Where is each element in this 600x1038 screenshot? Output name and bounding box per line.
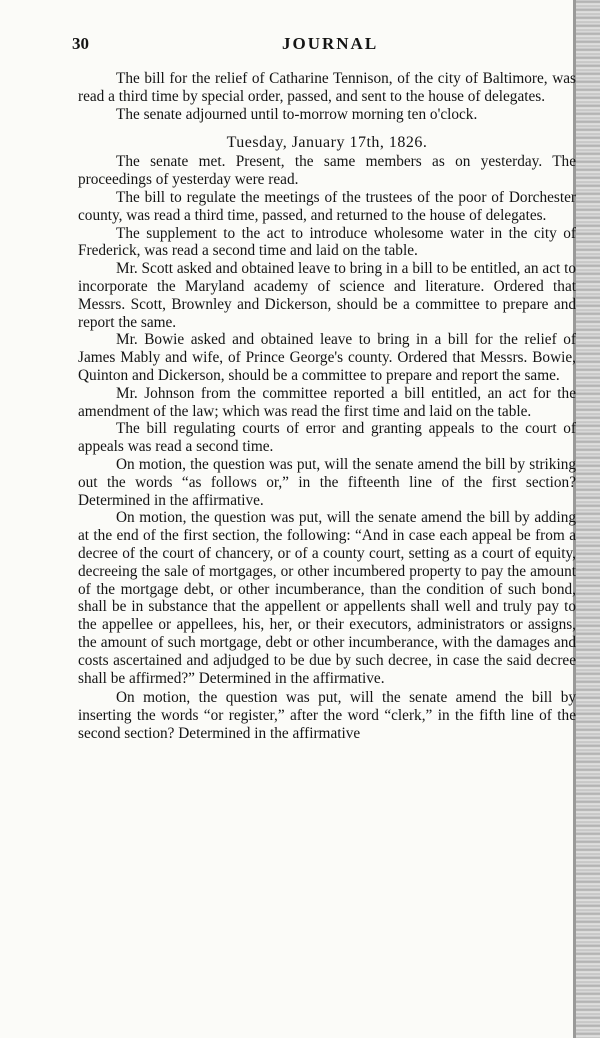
paragraph-bowie-mably-bill: Mr. Bowie asked and obtained leave to bring in a bill for the relief of James Mably and wife, of Prince George's county. Ordered that Messrs. Bowie, Quinton and Dickerson, should be a committee to prepare and report the same. — [78, 331, 576, 384]
date-heading: Tuesday, January 17th, 1826. — [226, 134, 428, 152]
paragraph-senate-adjourned: The senate adjourned until to-morrow morning ten o'clock. — [116, 105, 478, 123]
paragraph-frederick-water-supplement: The supplement to the act to introduce wholesome water in the city of Frederick, was read a second time and laid on the table. — [78, 224, 576, 260]
running-head: JOURNAL — [282, 34, 379, 53]
paragraph-dorchester-trustees-bill: The bill to regulate the meetings of the trustees of the poor of Dorchester county, was read a third time, passed, and returned to the house of delegates. — [78, 188, 576, 224]
book-gutter-shadow — [576, 0, 600, 1038]
page-header — [72, 34, 572, 58]
paragraph-catharine-tennison-bill: The bill for the relief of Catharine Tennison, of the city of Baltimore, was read a third time by special order, passed, and sent to the house of delegates. — [78, 70, 576, 105]
paragraph-courts-of-error-bill: The bill regulating courts of error and granting appeals to the court of appeals was read a second time. — [78, 420, 576, 456]
page-number: 30 — [72, 34, 89, 53]
paragraph-senate-met: The senate met. Present, the same members as on yesterday. The proceedings of yesterday were read. — [78, 153, 576, 189]
paragraph-johnson-law-amendment: Mr. Johnson from the committee reported a bill entitled, an act for the amendment of the law; which was read the first time and laid on the table. — [78, 384, 576, 420]
paragraph-motion-add-appeal-clause: On motion, the question was put, will the senate amend the bill by adding at the end of the first section, the following: “And in case each appeal be from a decree of the court of chancery, or of a county court, setting as a court of equity, decreeing the sale of mortgages, or other incumbered property to pay the amount of the mortgage debt, or other incumberance, than the condition of such bond, shall be in substance that the appellent or appellents shall well and truly pay to the appellee or appellees, his, her, or their executors, administrators or assigns, the amount of such mortgage, debt or other incumberance, with the damages and costs ascertained and adjudged to be due by such decree, in case the said decree shall be affirmed?” Determined in the affirmative. — [78, 509, 576, 687]
journal-body — [78, 70, 576, 743]
paragraph-scott-academy-bill: Mr. Scott asked and obtained leave to bring in a bill to be entitled, an act to incorporate the Maryland academy of science and literature. Ordered that Messrs. Scott, Brownley and Dickerson, should be a committee to prepare and report the same. — [78, 260, 576, 331]
paragraph-motion-insert-register: On motion, the question was put, will the senate amend the bill by inserting the words “or register,” after the word “clerk,” in the fifth line of the second section? Determined in the affirmative — [78, 689, 576, 742]
paragraph-motion-strike-words: On motion, the question was put, will the senate amend the bill by striking out the words “as follows or,” in the fifteenth line of the first section? Determined in the affirmative. — [78, 455, 576, 509]
